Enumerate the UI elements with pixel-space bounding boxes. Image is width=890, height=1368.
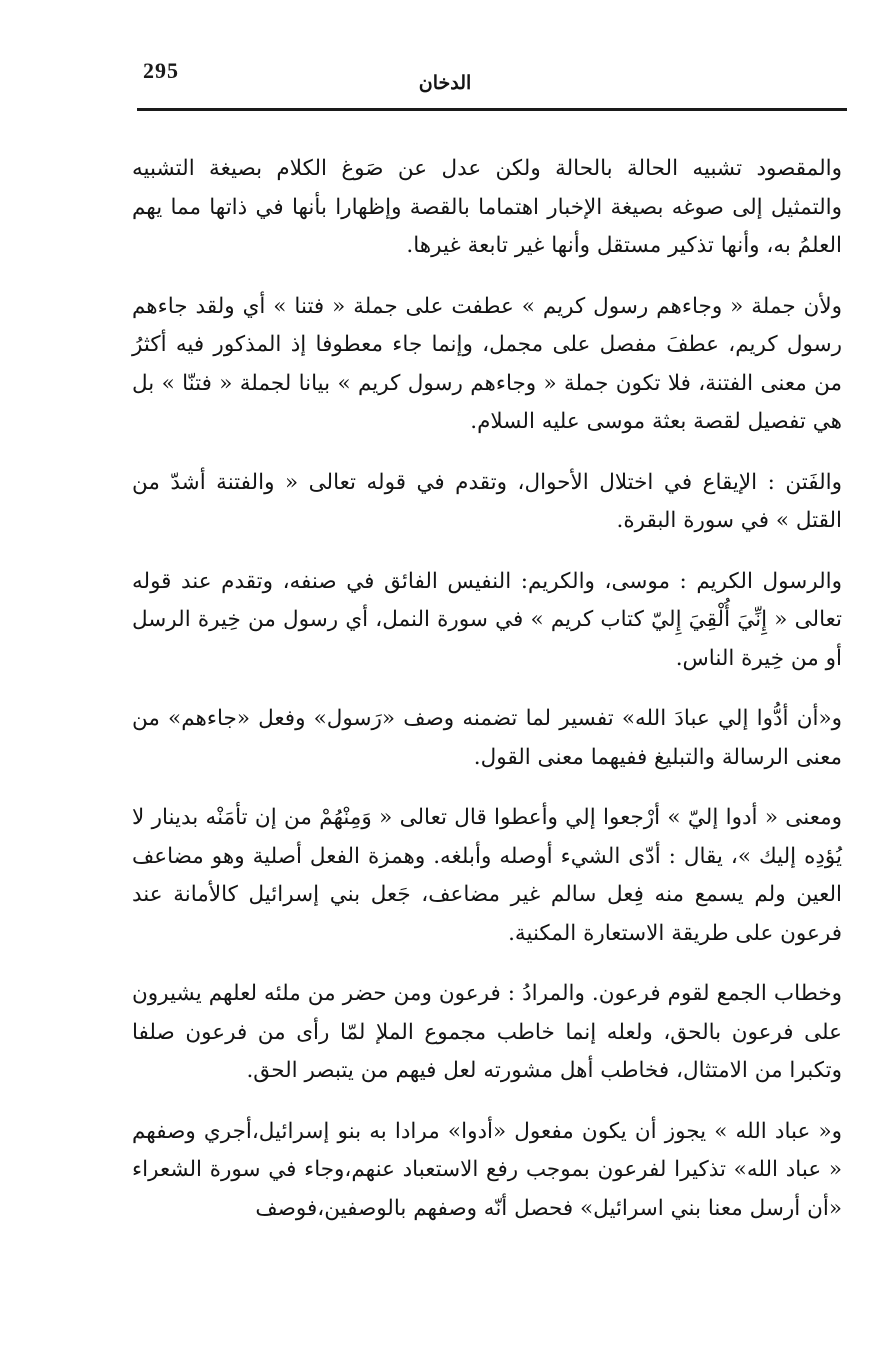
surah-title: الدخان bbox=[418, 72, 472, 94]
paragraph: ومعنى « أدوا إليّ » أرْجعوا إلي وأعطوا قال تعالى « وَمِنْهُمْ من إن تأمَنْه بدينار لا يُؤدِه إليك »، يقال : أدّى الشيء أوصله وأبلغه. وهمزة الفعل أصلية وهو مضاعف العين ولم يسمع منه فِعل سالم غير مضاعف، جَعل بني إسرائيل كالأمانة عند فرعون على طريقة الاستعارة المكنية. bbox=[132, 805, 842, 946]
paragraph: وخطاب الجمع لقوم فرعون. والمرادُ : فرعون ومن حضر من ملئه لعلهم يشيرون على فرعون بالحق، ولعله إنما خاطب مجموع الملإ لمّا رأى من فرعون صلفا وتكبرا من الامتثال، فخاطب أهل مشورته لعل فيهم من يتبصر الحق. bbox=[132, 981, 842, 1083]
paragraph: والمقصود تشبيه الحالة بالحالة ولكن عدل عن صَوغ الكلام بصيغة التشبيه والتمثيل إلى صوغه بصيغة الإخبار اهتماما بالقصة وإظهارا بأنها في ذاتها مما يهم العلمُ به، وأنها تذكير مستقل وأنها غير تابعة غيرها. bbox=[132, 156, 842, 258]
paragraph: ولأن جملة « وجاءهم رسول كريم » عطفت على جملة « فتنا » أي ولقد جاءهم رسول كريم، عطفَ مفصل على مجمل، وإنما جاء معطوفا إذ المذكور فيه أكثرُ من معنى الفتنة، فلا تكون جملة « وجاءهم رسول كريم » بيانا لجملة « فتنّا » بل هي تفصيل لقصة بعثة موسى عليه السلام. bbox=[132, 293, 842, 434]
paragraph: و«أن أدُّوا إلي عبادَ الله» تفسير لما تضمنه وصف «رَسول» وفعل «جاءهم» من معنى الرسالة والتبليغ ففيهما معنى القول. bbox=[132, 706, 842, 770]
paragraph: و« عباد الله » يجوز أن يكون مفعول «أدوا» مرادا به بنو إسرائيل،أجري وصفهم « عباد الله» تذكيرا لفرعون بموجب رفع الاستعباد عنهم،وجاء في سورة الشعراء «أن أرسل معنا بني اسرائيل» فحصل أنّه وصفهم بالوصفين،فوصف bbox=[132, 1118, 842, 1221]
paragraph: والفَتن : الإيقاع في اختلال الأحوال، وتقدم في قوله تعالى « والفتنة أشدّ من القتل » في سورة البقرة. bbox=[132, 469, 842, 533]
paragraph: والرسول الكريم : موسى، والكريم: النفيس الفائق في صنفه، وتقدم عند قوله تعالى « إِنِّيَ أُلْقِيَ إِليّ كتاب كريم » في سورة النمل، أي رسول من خِيرة الرسل أو من خِيرة الناس. bbox=[132, 568, 842, 671]
body-text bbox=[132, 150, 842, 1250]
header-rule bbox=[137, 108, 847, 111]
page-number: 295 bbox=[143, 58, 179, 83]
